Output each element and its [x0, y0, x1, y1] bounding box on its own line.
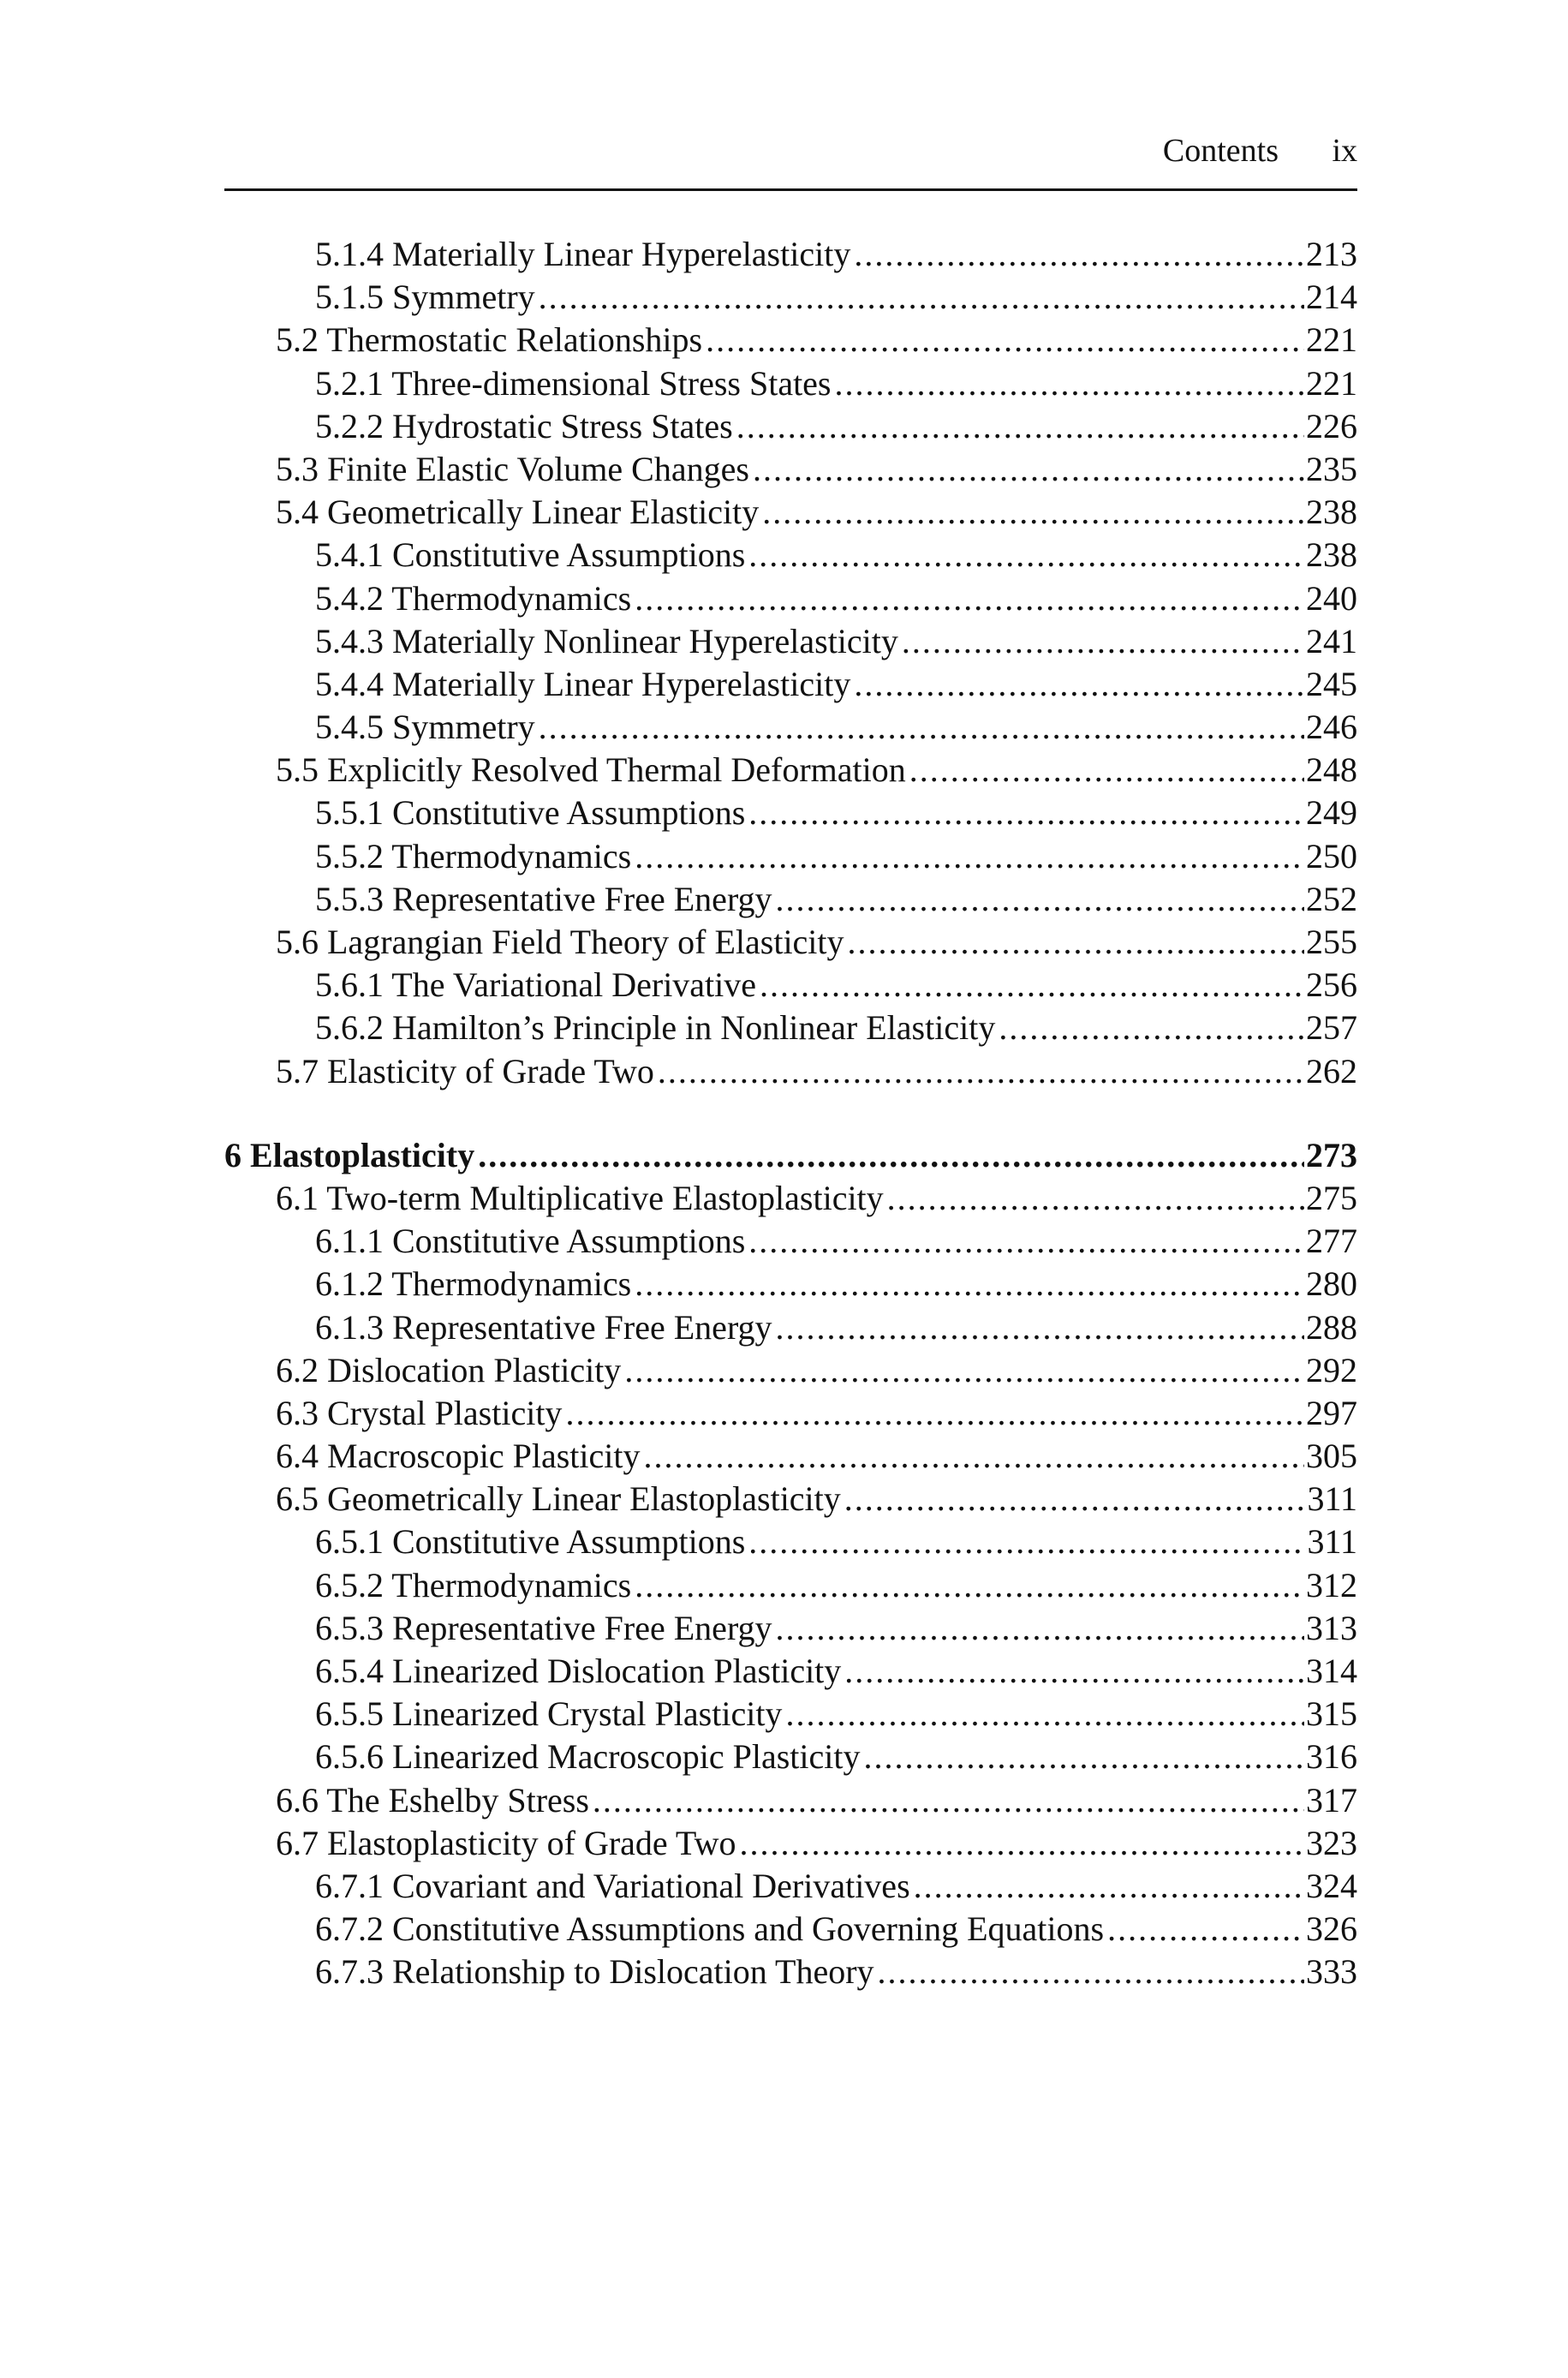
toc-entry-title: 5.2.1 Three-dimensional Stress States [315, 363, 832, 403]
dot-leader [776, 1306, 1304, 1349]
toc-entry-title: 6.2 Dislocation Plasticity [276, 1350, 622, 1389]
toc-entry-title: 6.5.4 Linearized Dislocation Plasticity [315, 1652, 842, 1690]
toc-entry[interactable] [224, 1822, 1357, 1865]
dot-leader [914, 1865, 1304, 1908]
dot-leader [760, 964, 1304, 1007]
toc-entry[interactable] [224, 1564, 1357, 1607]
dot-leader [776, 1607, 1304, 1650]
toc-entry[interactable] [224, 1693, 1357, 1736]
toc-entry-page: 311 [1307, 1522, 1357, 1562]
toc-entry-title: 6.7.2 Constitutive Assumptions and Governing Equations [315, 1909, 1105, 1949]
dot-leader [844, 1650, 1304, 1693]
dot-leader [624, 1349, 1304, 1392]
toc-entry[interactable] [224, 276, 1357, 319]
toc-entry[interactable] [224, 1951, 1357, 1993]
toc-entry[interactable] [224, 233, 1357, 276]
dot-leader [854, 233, 1304, 276]
dot-leader [706, 319, 1304, 361]
dot-leader [539, 276, 1304, 319]
toc-entry-page: 246 [1306, 708, 1357, 747]
toc-entry-title: 6.5.3 Representative Free Energy [315, 1608, 772, 1647]
dot-leader [835, 362, 1305, 405]
toc-chapter-entry[interactable] [224, 1134, 1357, 1177]
toc-entry-title: 5.5.2 Thermodynamics [315, 836, 632, 875]
toc-entry[interactable] [224, 577, 1357, 620]
toc-entry-title: 5.5.3 Representative Free Energy [315, 879, 772, 918]
toc-entry-page: 245 [1306, 664, 1357, 703]
dot-leader [999, 1007, 1304, 1049]
toc-entry-page: 240 [1306, 578, 1357, 618]
toc-entry-title: 6.7.1 Covariant and Variational Derivatives [315, 1866, 910, 1905]
toc-entry-page: 297 [1306, 1393, 1357, 1432]
dot-leader [635, 577, 1304, 620]
toc-entry-page: 262 [1306, 1051, 1357, 1090]
toc-entry-page: 326 [1306, 1909, 1357, 1949]
toc-entry[interactable] [224, 878, 1357, 921]
toc-entry-title: 5.7 Elasticity of Grade Two [276, 1051, 654, 1090]
toc-entry-title: 6.1.1 Constitutive Assumptions [315, 1222, 746, 1261]
dot-leader [635, 1564, 1304, 1607]
toc-entry-title: 5.4.1 Constitutive Assumptions [315, 535, 746, 575]
toc-entry-page: 238 [1306, 493, 1357, 532]
toc-entry-title: 6.6 The Eshelby Stress [276, 1780, 589, 1819]
toc-entry[interactable] [224, 620, 1357, 663]
toc-entry[interactable] [224, 964, 1357, 1007]
toc-entry-title: 6 Elastoplasticity [224, 1135, 475, 1174]
toc-entry[interactable] [224, 1607, 1357, 1650]
dot-leader [863, 1736, 1304, 1778]
dot-leader [748, 1220, 1304, 1263]
toc-entry-title: 5.5.1 Constitutive Assumptions [315, 793, 746, 833]
dot-leader [887, 1177, 1304, 1220]
table-of-contents [224, 233, 1357, 1994]
toc-entry-page: 255 [1306, 923, 1357, 961]
toc-entry-title: 5.1.5 Symmetry [315, 278, 535, 317]
toc-entry-page: 324 [1306, 1866, 1357, 1905]
dot-leader [748, 792, 1304, 834]
dot-leader [844, 1478, 1306, 1521]
toc-entry-page: 213 [1306, 235, 1357, 273]
dot-leader [635, 1263, 1304, 1306]
toc-entry[interactable] [224, 1650, 1357, 1693]
toc-entry-page: 257 [1306, 1008, 1357, 1048]
toc-entry-page: 333 [1306, 1952, 1357, 1992]
toc-entry[interactable] [224, 1779, 1357, 1822]
toc-entry-page: 221 [1306, 320, 1357, 360]
dot-leader [635, 835, 1304, 878]
toc-entry-page: 248 [1306, 750, 1357, 790]
toc-entry[interactable] [224, 1220, 1357, 1263]
running-head-title: Contents [1162, 133, 1279, 169]
dot-leader [762, 491, 1304, 534]
toc-entry-page: 317 [1306, 1780, 1357, 1819]
toc-entry[interactable] [224, 921, 1357, 964]
toc-entry[interactable] [224, 663, 1357, 706]
toc-entry[interactable] [224, 1521, 1357, 1563]
toc-entry-title: 5.6.2 Hamilton’s Principle in Nonlinear Elasticity [315, 1008, 996, 1048]
toc-entry[interactable] [224, 835, 1357, 878]
toc-entry-title: 5.1.4 Materially Linear Hyperelasticity [315, 235, 851, 273]
toc-entry[interactable] [224, 362, 1357, 405]
toc-entry-page: 241 [1306, 621, 1357, 660]
toc-entry-title: 5.5 Explicitly Resolved Thermal Deformation [276, 750, 906, 790]
toc-entry[interactable] [224, 1306, 1357, 1349]
toc-entry[interactable] [224, 1177, 1357, 1220]
toc-entry-page: 315 [1306, 1694, 1357, 1734]
dot-leader [753, 448, 1304, 491]
toc-entry[interactable] [224, 405, 1357, 448]
toc-entry-page: 316 [1306, 1737, 1357, 1777]
toc-entry[interactable] [224, 448, 1357, 491]
dot-leader [736, 405, 1304, 448]
page-header [224, 128, 1357, 191]
toc-entry-title: 6.5.6 Linearized Macroscopic Plasticity [315, 1737, 861, 1777]
toc-entry-title: 5.4.5 Symmetry [315, 708, 535, 747]
toc-entry[interactable] [224, 792, 1357, 834]
toc-entry-page: 314 [1306, 1652, 1357, 1690]
toc-entry[interactable] [224, 1263, 1357, 1306]
dot-leader [565, 1392, 1304, 1435]
dot-leader [643, 1435, 1304, 1478]
toc-entry-page: 277 [1306, 1222, 1357, 1261]
toc-entry-title: 6.5.5 Linearized Crystal Plasticity [315, 1694, 783, 1734]
toc-entry-title: 6.1 Two-term Multiplicative Elastoplasticity [276, 1178, 884, 1217]
toc-entry-title: 5.2.2 Hydrostatic Stress States [315, 406, 733, 445]
dot-leader [909, 749, 1304, 792]
toc-entry[interactable] [224, 491, 1357, 534]
toc-entry-title: 6.4 Macroscopic Plasticity [276, 1437, 641, 1476]
toc-entry-title: 6.1.3 Representative Free Energy [315, 1307, 772, 1347]
toc-entry-title: 5.6.1 The Variational Derivative [315, 965, 757, 1005]
toc-entry-title: 5.4.3 Materially Nonlinear Hyperelasticity [315, 621, 898, 660]
dot-leader [878, 1951, 1304, 1993]
toc-entry[interactable] [224, 749, 1357, 792]
toc-entry-title: 5.4.2 Thermodynamics [315, 578, 632, 618]
toc-entry-page: 249 [1306, 793, 1357, 833]
dot-leader [902, 620, 1304, 663]
dot-leader [785, 1693, 1304, 1736]
toc-entry[interactable] [224, 1865, 1357, 1908]
dot-leader [478, 1134, 1304, 1177]
toc-entry[interactable] [224, 534, 1357, 577]
toc-entry-page: 273 [1306, 1135, 1357, 1174]
toc-entry-page: 313 [1306, 1608, 1357, 1647]
toc-entry-title: 5.3 Finite Elastic Volume Changes [276, 449, 749, 488]
toc-entry-page: 323 [1306, 1823, 1357, 1862]
toc-entry-page: 226 [1306, 406, 1357, 445]
toc-entry[interactable] [224, 1908, 1357, 1951]
toc-entry-page: 256 [1306, 965, 1357, 1005]
toc-entry[interactable] [224, 706, 1357, 749]
toc-entry[interactable] [224, 319, 1357, 361]
toc-entry-page: 292 [1306, 1350, 1357, 1389]
dot-leader [658, 1050, 1304, 1093]
toc-entry[interactable] [224, 1478, 1357, 1521]
toc-entry-page: 288 [1306, 1307, 1357, 1347]
dot-leader [848, 921, 1304, 964]
toc-entry-page: 312 [1306, 1565, 1357, 1604]
toc-entry-page: 275 [1306, 1178, 1357, 1217]
running-head-page-number: ix [1332, 133, 1357, 169]
toc-entry-title: 6.1.2 Thermodynamics [315, 1264, 632, 1304]
toc-entry-title: 6.5 Geometrically Linear Elastoplasticity [276, 1479, 841, 1519]
toc-entry[interactable] [224, 1736, 1357, 1778]
toc-entry-title: 6.5.2 Thermodynamics [315, 1565, 632, 1604]
toc-entry-title: 6.3 Crystal Plasticity [276, 1393, 563, 1432]
toc-entry-title: 5.2 Thermostatic Relationships [276, 320, 703, 360]
toc-entry-title: 5.4.4 Materially Linear Hyperelasticity [315, 664, 851, 703]
dot-leader [539, 706, 1304, 749]
toc-entry-page: 238 [1306, 535, 1357, 575]
toc-entry-page: 252 [1306, 879, 1357, 918]
toc-entry-title: 6.7.3 Relationship to Dislocation Theory [315, 1952, 874, 1992]
dot-leader [739, 1822, 1304, 1865]
dot-leader [593, 1779, 1304, 1822]
toc-entry[interactable] [224, 1050, 1357, 1093]
dot-leader [854, 663, 1304, 706]
toc-entry-title: 5.4 Geometrically Linear Elasticity [276, 493, 760, 532]
toc-entry-page: 235 [1306, 449, 1357, 488]
toc-entry-page: 250 [1306, 836, 1357, 875]
toc-entry-page: 214 [1306, 278, 1357, 317]
toc-entry-page: 311 [1307, 1479, 1357, 1519]
toc-entry[interactable] [224, 1392, 1357, 1435]
toc-entry[interactable] [224, 1349, 1357, 1392]
toc-entry-title: 6.5.1 Constitutive Assumptions [315, 1522, 746, 1562]
dot-leader [748, 1521, 1305, 1563]
toc-entry[interactable] [224, 1007, 1357, 1049]
toc-entry[interactable] [224, 1435, 1357, 1478]
toc-entry-page: 280 [1306, 1264, 1357, 1304]
toc-entry-title: 5.6 Lagrangian Field Theory of Elasticity [276, 923, 844, 961]
dot-leader [776, 878, 1304, 921]
dot-leader [748, 534, 1304, 577]
toc-entry-page: 221 [1306, 363, 1357, 403]
toc-entry-title: 6.7 Elastoplasticity of Grade Two [276, 1823, 736, 1862]
toc-entry-page: 305 [1306, 1437, 1357, 1476]
dot-leader [1107, 1908, 1304, 1951]
